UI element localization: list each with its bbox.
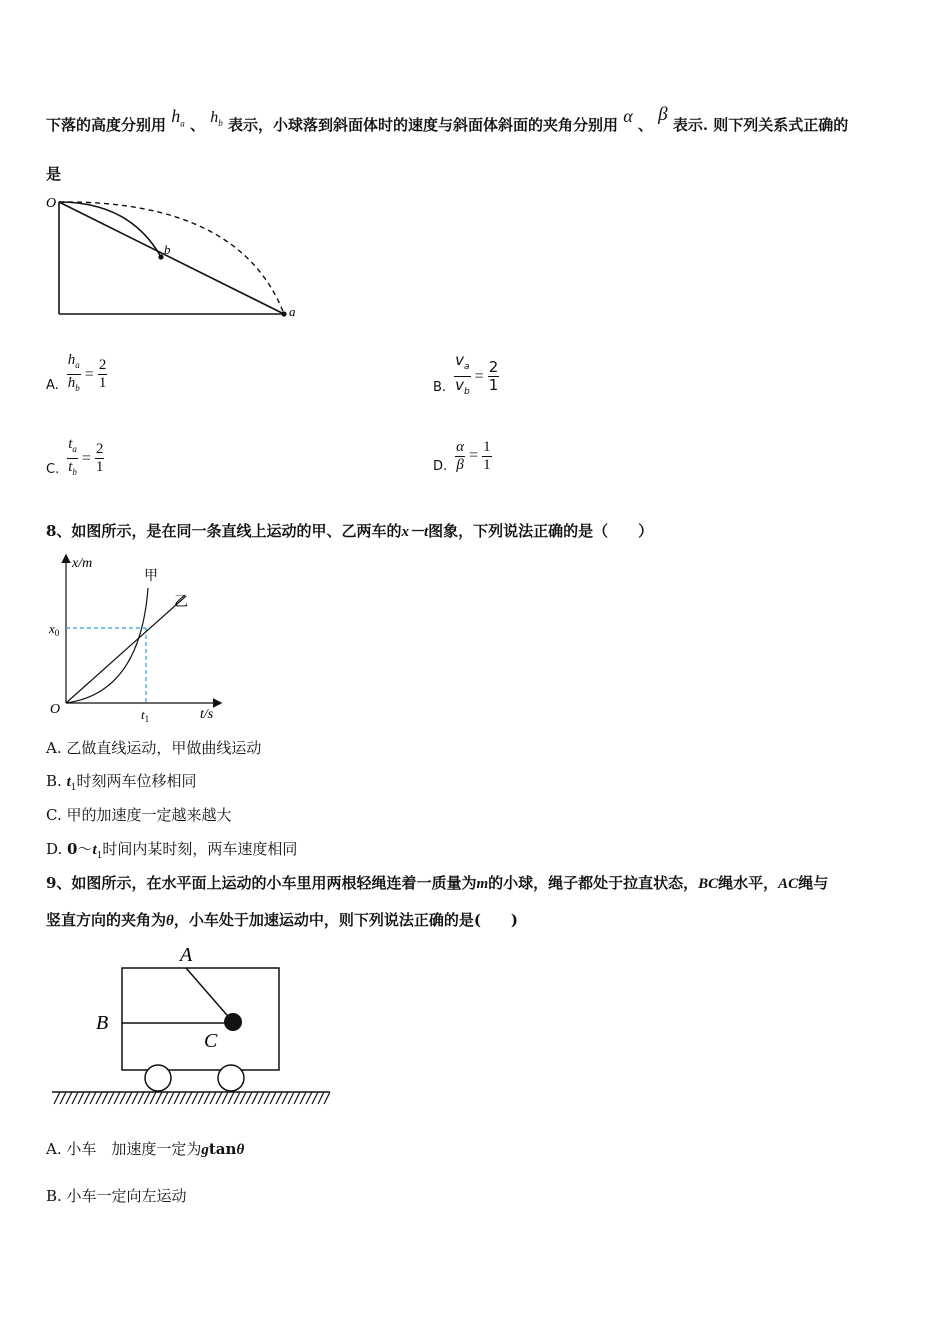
- hatch-mark: [198, 1092, 204, 1104]
- var-m: m: [476, 876, 489, 892]
- hatch-mark: [66, 1092, 72, 1104]
- hatch-mark: [120, 1092, 126, 1104]
- q7-text: 表示. 则下列关系式正确的: [672, 116, 849, 134]
- wheel-left: [145, 1065, 171, 1091]
- ball: [224, 1013, 242, 1031]
- label-O: O: [46, 196, 57, 211]
- var-theta: θ: [166, 913, 174, 929]
- hatch-mark: [96, 1092, 102, 1104]
- equals: =: [84, 365, 94, 383]
- hatch-mark: [288, 1092, 294, 1104]
- hatch-mark: [258, 1092, 264, 1104]
- curve-jia: [66, 588, 148, 703]
- q9-stem-line2: 竖直方向的夹角为θ，小车处于加速运动中，则下列说法正确的是( ): [46, 911, 519, 929]
- hatch-mark: [60, 1092, 66, 1104]
- fraction-ha-hb: $\frac{h_a}{h_b}$: [67, 352, 80, 393]
- q8-option-b[interactable]: B. $t_1$时刻两车位移相同: [46, 772, 197, 793]
- fraction-va-vb: $\frac{v_a}{v_b}$: [455, 351, 470, 397]
- hatch-mark: [102, 1092, 108, 1104]
- fraction-2-1: $\frac{2}{1}$: [488, 358, 499, 394]
- hatch-mark: [300, 1092, 306, 1104]
- t1-label: $t_1$: [141, 707, 150, 724]
- fraction-2-1: $\frac{2}{1}$: [98, 357, 107, 391]
- equals: =: [81, 449, 91, 467]
- hatch-mark: [324, 1092, 330, 1104]
- var-alpha: α: [623, 106, 633, 126]
- label-C: C: [204, 1030, 218, 1052]
- q7-text: 表示，小球落到斜面体时的速度与斜面体斜面的夹角分别用: [227, 116, 618, 134]
- hatch-mark: [168, 1092, 174, 1104]
- q7-option-c[interactable]: [46, 436, 104, 481]
- hatch-mark: [234, 1092, 240, 1104]
- hatch-mark: [138, 1092, 144, 1104]
- option-letter: C.: [46, 461, 60, 477]
- fraction-2-1: $\frac{2}{1}$: [95, 441, 104, 475]
- q8-option-d[interactable]: D. $0\sim t_1$时间内某时刻，两车速度相同: [46, 840, 298, 861]
- label-B: B: [96, 1012, 109, 1034]
- equals: =: [469, 447, 479, 464]
- label-b: b: [164, 242, 171, 257]
- point-a: [281, 311, 286, 316]
- hatch-mark: [204, 1092, 210, 1104]
- hatch-mark: [180, 1092, 186, 1104]
- hatch-mark: [126, 1092, 132, 1104]
- q8-option-a[interactable]: A. 乙做直线运动，甲做曲线运动: [46, 739, 262, 757]
- equals: =: [474, 367, 484, 385]
- var-h-a: $h_a$: [171, 106, 185, 129]
- hatch-mark: [246, 1092, 252, 1104]
- hatch-mark: [312, 1092, 318, 1104]
- var-x-t: x－t: [401, 524, 429, 540]
- y-axis-label: x/m: [72, 556, 93, 571]
- hatch-mark: [174, 1092, 180, 1104]
- q9-option-a[interactable]: A. 小车 加速度一定为gtanθ: [46, 1140, 245, 1158]
- hatch-mark: [144, 1092, 150, 1104]
- hatch-mark: [228, 1092, 234, 1104]
- var-AC: AC: [778, 876, 799, 892]
- hatch-mark: [294, 1092, 300, 1104]
- line-yi: [66, 596, 186, 703]
- hatch-mark: [306, 1092, 312, 1104]
- wheel-right: [218, 1065, 244, 1091]
- q7-option-d[interactable]: [433, 436, 492, 476]
- hatch-mark: [192, 1092, 198, 1104]
- hatch-mark: [222, 1092, 228, 1104]
- q7-incline-figure: [40, 190, 310, 330]
- var-g: g: [201, 1142, 209, 1158]
- hatch-mark: [114, 1092, 120, 1104]
- hatch-mark: [264, 1092, 270, 1104]
- q8-option-c[interactable]: C. 甲的加速度一定越来越大: [46, 806, 232, 824]
- curve-jia-label: 甲: [144, 568, 158, 584]
- rope-AC: [186, 968, 233, 1022]
- hatch-mark: [156, 1092, 162, 1104]
- hatch-mark: [216, 1092, 222, 1104]
- hatch-mark: [210, 1092, 216, 1104]
- fraction-alpha-beta: $\frac{\alpha}{\beta}$: [456, 438, 465, 473]
- fraction-1-1: $\frac{1}{1}$: [483, 438, 491, 473]
- var-beta: β: [658, 104, 668, 125]
- hatch-mark: [186, 1092, 192, 1104]
- var-theta: θ: [236, 1142, 245, 1158]
- var-t1: t: [92, 842, 97, 858]
- x0-label: $x_0$: [49, 621, 60, 638]
- q7-stem-line2: 是: [46, 165, 62, 183]
- hatch-mark: [318, 1092, 324, 1104]
- separator: 、: [189, 116, 205, 134]
- hatch-mark: [282, 1092, 288, 1104]
- incline-triangle: [59, 202, 284, 314]
- hatch-mark: [108, 1092, 114, 1104]
- hatch-mark: [78, 1092, 84, 1104]
- q9-stem-line1: 9、如图所示，在水平面上运动的小车里用两根轻绳连着一质量为m的小球，绳子都处于拉直状态，BC绳水平，AC绳与: [46, 874, 829, 892]
- hatch-mark: [270, 1092, 276, 1104]
- hatch-mark: [240, 1092, 246, 1104]
- hatch-mark: [150, 1092, 156, 1104]
- hatch-mark: [276, 1092, 282, 1104]
- option-letter: A.: [46, 377, 59, 393]
- q9-option-b[interactable]: B. 小车一定向左运动: [46, 1187, 187, 1205]
- label-A: A: [180, 944, 193, 966]
- q8-xt-graph: [40, 548, 240, 728]
- hatch-mark: [72, 1092, 78, 1104]
- x-axis-label: t/s: [200, 707, 214, 722]
- var-BC: BC: [698, 876, 719, 892]
- separator: 、: [637, 116, 653, 134]
- option-letter: B.: [433, 379, 447, 395]
- q9-cart-figure: [44, 940, 344, 1110]
- line-yi-label: 乙: [174, 594, 188, 610]
- q8-stem: 8、如图所示，是在同一条直线上运动的甲、乙两车的x－t图象，下列说法正确的是（ ）: [46, 522, 654, 540]
- hatch-mark: [162, 1092, 168, 1104]
- ground-hatch: [54, 1092, 330, 1104]
- point-b: [158, 254, 163, 259]
- cart-body: [122, 968, 279, 1070]
- q7-text: 下落的高度分别用: [46, 116, 167, 134]
- q7-option-a[interactable]: [46, 352, 107, 397]
- q7-option-b[interactable]: [433, 352, 499, 401]
- origin-label: O: [50, 702, 61, 717]
- var-h-b: $h_b$: [210, 109, 223, 129]
- hatch-mark: [90, 1092, 96, 1104]
- var-t1: t: [66, 774, 71, 790]
- option-letter: D.: [433, 459, 448, 474]
- hatch-mark: [54, 1092, 60, 1104]
- hatch-mark: [252, 1092, 258, 1104]
- q7-stem-line1: [46, 104, 849, 142]
- fraction-ta-tb: $\frac{t_a}{t_b}$: [68, 436, 77, 477]
- label-a: a: [289, 304, 296, 319]
- hatch-mark: [132, 1092, 138, 1104]
- hatch-mark: [84, 1092, 90, 1104]
